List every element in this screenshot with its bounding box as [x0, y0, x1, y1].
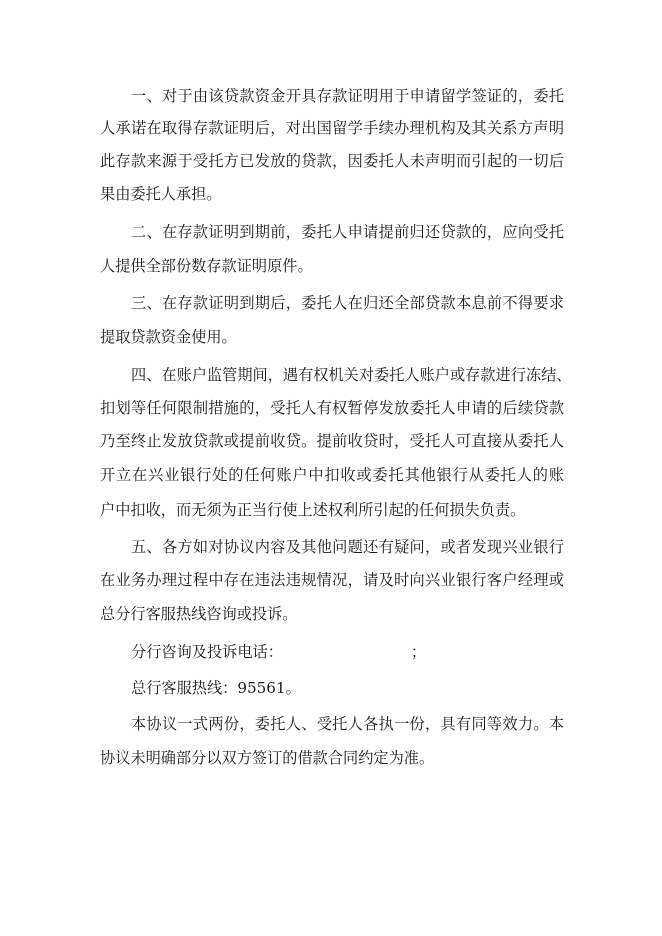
branch-phone-line — [131, 642, 564, 662]
text-line: 人提供全部份数存款证明原件。 — [100, 257, 313, 275]
text-line: 户中扣收，而无须为正当行使上述权利所引起的任何损失负责。 — [100, 501, 526, 519]
text-line: 协议未明确部分以双方签订的借款合同约定为准。 — [100, 749, 435, 767]
text-line: 二、在存款证明到期前，委托人申请提前归还贷款的，应向受托 — [131, 223, 564, 241]
hotline-number: 95561 — [237, 679, 286, 697]
text-line: 果由委托人承担。 — [100, 185, 222, 203]
text-line: 乃至终止发放贷款或提前收贷。提前收贷时，受托人可直接从委托人 — [100, 432, 564, 450]
text-line: 扣划等任何限制措施的，受托人有权暂停发放委托人申请的后续贷款 — [100, 399, 564, 417]
text-line: 提取贷款资金使用。 — [100, 328, 237, 346]
text-line: 四、在账户监管期间，遇有权机关对委托人账户或存款进行冻结、 — [131, 366, 572, 384]
text-line: 开立在兴业银行处的任何账户中扣收或委托其他银行从委托人的账 — [100, 466, 564, 484]
branch-phone-terminator: ； — [410, 643, 427, 661]
text-line: 此存款来源于受托方已发放的贷款，因委托人未声明而引起的一切后 — [100, 152, 564, 170]
text-line: 在业务办理过程中存在违法违规情况，请及时向兴业银行客户经理或 — [100, 571, 564, 589]
hotline-terminator: 。 — [285, 679, 301, 697]
hotline-label: 总行客服热线： — [131, 679, 238, 697]
text-line: 三、在存款证明到期后，委托人在归还全部贷款本息前不得要求 — [131, 294, 564, 312]
text-line: 一、对于由该贷款资金开具存款证明用于申请留学签证的，委托 — [131, 87, 564, 105]
branch-phone-label: 分行咨询及投诉电话： — [131, 643, 283, 661]
text-line: 总分行客服热线咨询或投诉。 — [100, 605, 298, 623]
text-line: 人承诺在取得存款证明后，对出国留学手续办理机构及其关系方声明 — [100, 119, 564, 137]
text-line: 本协议一式两份，委托人、受托人各执一份，具有同等效力。本 — [131, 715, 564, 733]
text-line: 五、各方如对协议内容及其他问题还有疑问，或者发现兴业银行 — [131, 538, 564, 556]
hotline-line — [131, 678, 564, 698]
